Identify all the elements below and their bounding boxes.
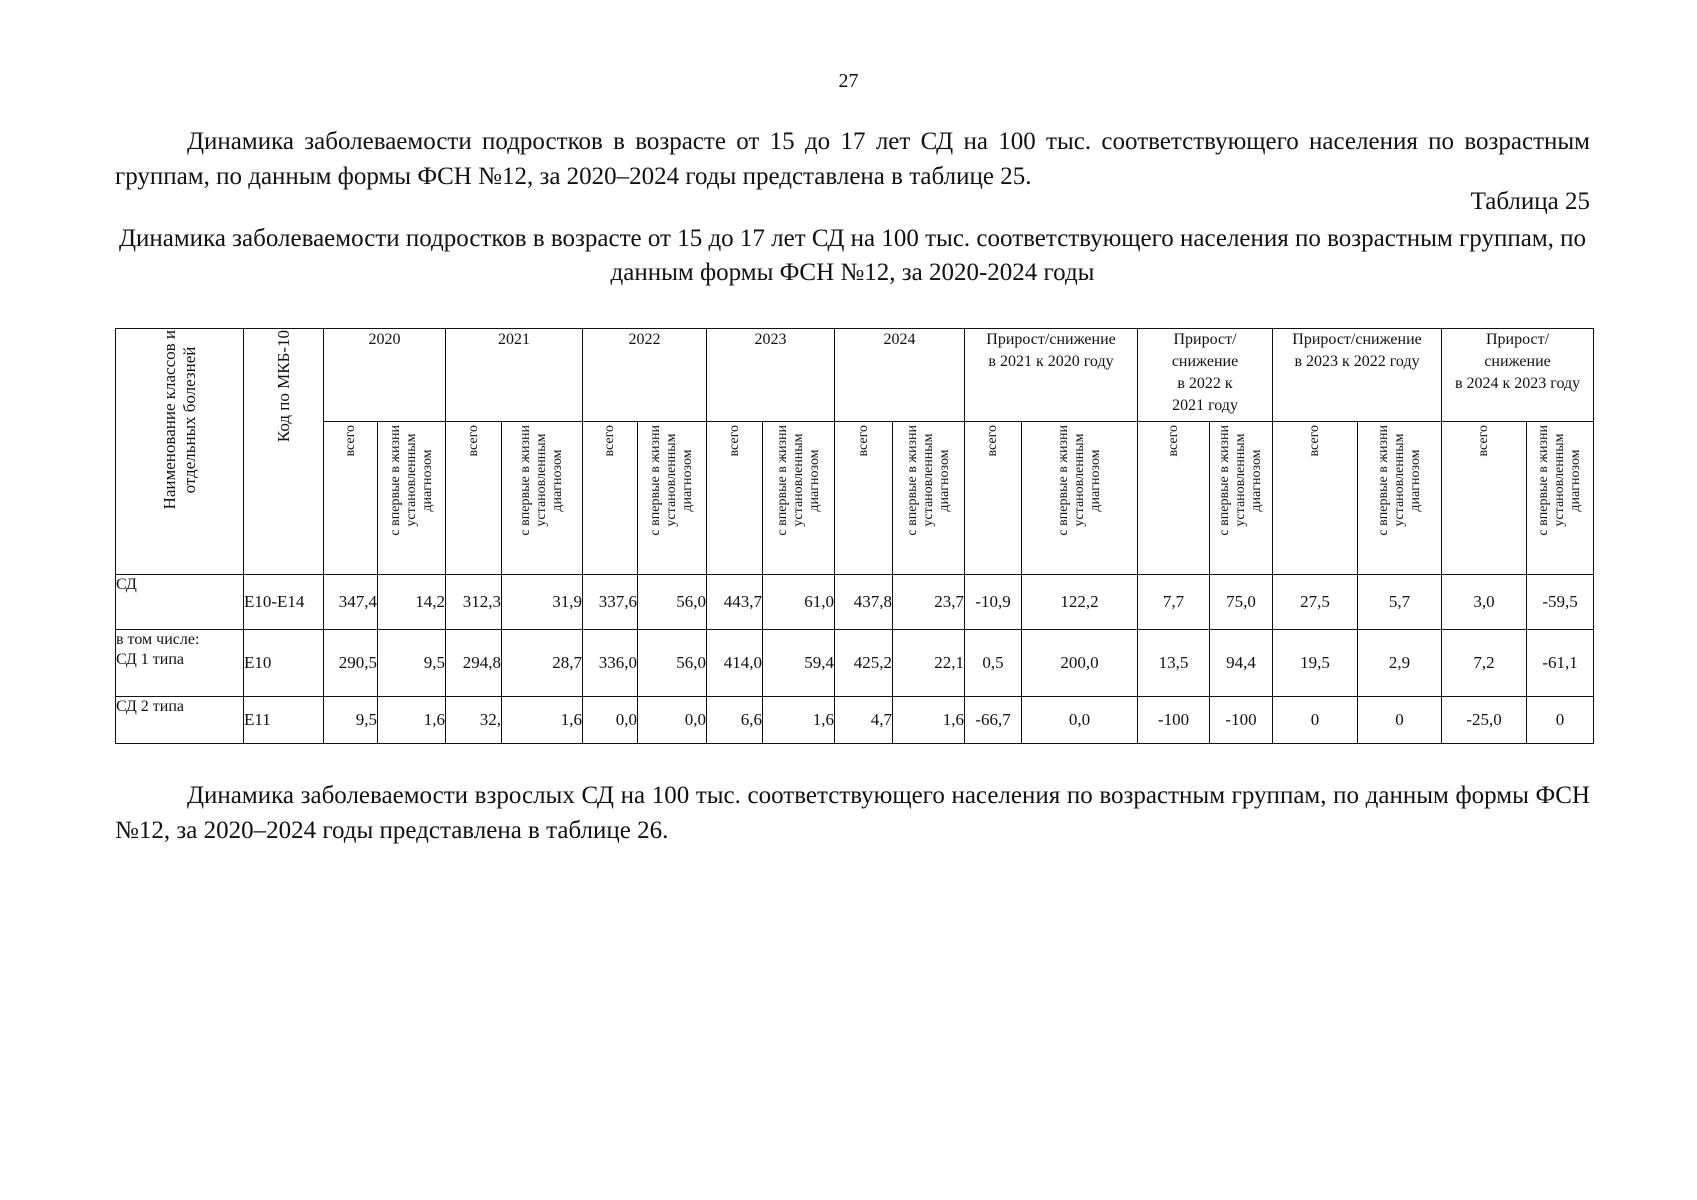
header-icd-code (244, 329, 324, 575)
subheader-newly-diagnosed (378, 422, 446, 575)
page-number: 27 (838, 70, 859, 92)
subheader-total (707, 422, 763, 575)
table-row (116, 697, 1594, 744)
header-change-2024-2023: Прирост/ снижение в 2024 к 2023 году (1442, 329, 1594, 422)
table-cell: 14,2 (378, 575, 446, 630)
table-cell: 2,9 (1358, 630, 1442, 697)
header-year-2021: 2021 (446, 329, 583, 422)
table-cell: -66,7 (965, 697, 1022, 744)
subheader-total-text: всего (726, 425, 742, 457)
table-cell: 9,5 (324, 697, 378, 744)
table-cell: 425,2 (835, 630, 893, 697)
table-cell: 0,0 (583, 697, 638, 744)
subheader-newly-diagnosed-text: с впервые в жизни установленным диагнозом (1536, 425, 1584, 536)
table-cell: 0 (1358, 697, 1442, 744)
table-cell: 0,5 (965, 630, 1022, 697)
table-cell: -61,1 (1527, 630, 1594, 697)
subheader-total (1138, 422, 1210, 575)
table-cell: 19,5 (1273, 630, 1358, 697)
intro-paragraph: Динамика заболеваемости подростков в возрасте от 15 до 17 лет СД на 100 тыс. соответствующего населения по возрастным группам, по данным формы ФСН №12, за 2020–2024 годы представлена в таблице 25. (115, 128, 1590, 190)
table-cell: 56,0 (638, 575, 707, 630)
sub-header-row (116, 422, 1594, 575)
subheader-total (965, 422, 1022, 575)
subheader-newly-diagnosed-text: с впервые в жизни установленным диагнозом (1055, 425, 1103, 536)
subheader-newly-diagnosed-text: с впервые в жизни установленным диагнозом (904, 425, 952, 536)
subheader-total (835, 422, 893, 575)
subheader-total (324, 422, 378, 575)
table-cell: 75,0 (1210, 575, 1273, 630)
row-icd-code: E10-E14 (244, 575, 324, 630)
subheader-total-text: всего (1307, 425, 1323, 457)
table-cell: -59,5 (1527, 575, 1594, 630)
table-label: Таблица 25 (1470, 188, 1590, 215)
table-cell: 59,4 (763, 630, 835, 697)
table-cell: 13,5 (1138, 630, 1210, 697)
subheader-total-text: всего (1165, 425, 1181, 457)
table-cell: 9,5 (378, 630, 446, 697)
table-cell: 28,7 (502, 630, 583, 697)
table-cell: 5,7 (1358, 575, 1442, 630)
table-row (116, 630, 1594, 697)
subheader-total (446, 422, 502, 575)
row-icd-code: E10 (244, 630, 324, 697)
subheader-newly-diagnosed (763, 422, 835, 575)
header-change-2022-2021: Прирост/ снижение в 2022 к 2021 году (1138, 329, 1273, 422)
table-cell: 32, (446, 697, 502, 744)
subheader-total-text: всего (465, 425, 481, 457)
table-cell: 94,4 (1210, 630, 1273, 697)
table-cell: 61,0 (763, 575, 835, 630)
subheader-newly-diagnosed-text: с впервые в жизни установленным диагнозом (1217, 425, 1265, 536)
subheader-newly-diagnosed (1358, 422, 1442, 575)
table-cell: 0 (1527, 697, 1594, 744)
row-disease-name: в том числе: СД 1 типа (116, 630, 244, 697)
table-cell: 337,6 (583, 575, 638, 630)
outro-paragraph: Динамика заболеваемости взрослых СД на 100 тыс. соответствующего населения по возрастным группам, по данным формы ФСН №12, за 2020–2024 годы представлена в таблице 26. (115, 782, 1590, 844)
header-year-2023: 2023 (707, 329, 835, 422)
table-cell: 414,0 (707, 630, 763, 697)
table-cell: -10,9 (965, 575, 1022, 630)
subheader-total-text: всего (1476, 425, 1492, 457)
table-cell: 7,2 (1442, 630, 1527, 697)
table-cell: 0,0 (1022, 697, 1138, 744)
subheader-total-text: всего (855, 425, 871, 457)
subheader-total-text: всего (342, 425, 358, 457)
table-cell: 23,7 (893, 575, 965, 630)
header-disease-name-text: Наименование классов и отдельных болезней (159, 330, 199, 510)
table-cell: 200,0 (1022, 630, 1138, 697)
table-cell: -100 (1138, 697, 1210, 744)
subheader-newly-diagnosed (502, 422, 583, 575)
header-change-2021-2020: Прирост/снижение в 2021 к 2020 году (965, 329, 1138, 422)
row-disease-name: СД (116, 575, 244, 630)
row-icd-code: E11 (244, 697, 324, 744)
table-title: Динамика заболеваемости подростков в возрасте от 15 до 17 лет СД на 100 тыс. соответствующего населения по возрастным группам, по данным формы ФСН №12, за 2020-2024 годы (118, 225, 1587, 286)
table-cell: 1,6 (763, 697, 835, 744)
table-cell: 3,0 (1442, 575, 1527, 630)
header-year-2024: 2024 (835, 329, 965, 422)
table-cell: 4,7 (835, 697, 893, 744)
table-cell: 31,9 (502, 575, 583, 630)
subheader-newly-diagnosed-text: с впервые в жизни установленным диагнозом (387, 425, 435, 536)
table-cell: 27,5 (1273, 575, 1358, 630)
table-cell: 443,7 (707, 575, 763, 630)
table-cell: 122,2 (1022, 575, 1138, 630)
subheader-newly-diagnosed-text: с впервые в жизни установленным диагнозом (518, 425, 565, 536)
row-disease-name: СД 2 типа (116, 697, 244, 744)
header-icd-code-text: Код по МКБ-10 (273, 330, 293, 443)
table-cell: 7,7 (1138, 575, 1210, 630)
table-cell: 0 (1273, 697, 1358, 744)
subheader-newly-diagnosed-text: с впервые в жизни установленным диагнозом (648, 425, 695, 536)
table-cell: -100 (1210, 697, 1273, 744)
table-cell: 437,8 (835, 575, 893, 630)
subheader-total (583, 422, 638, 575)
table-cell: 347,4 (324, 575, 378, 630)
table-cell: 1,6 (378, 697, 446, 744)
table-row (116, 575, 1594, 630)
header-year-2022: 2022 (583, 329, 707, 422)
subheader-total (1442, 422, 1527, 575)
table-cell: 6,6 (707, 697, 763, 744)
subheader-newly-diagnosed (638, 422, 707, 575)
header-change-2023-2022: Прирост/снижение в 2023 к 2022 году (1273, 329, 1442, 422)
subheader-total-text: всего (985, 425, 1000, 457)
subheader-total-text: всего (602, 425, 617, 457)
table-cell: 294,8 (446, 630, 502, 697)
subheader-newly-diagnosed (893, 422, 965, 575)
table-cell: -25,0 (1442, 697, 1527, 744)
table-cell: 22,1 (893, 630, 965, 697)
subheader-newly-diagnosed (1527, 422, 1594, 575)
table-cell: 1,6 (893, 697, 965, 744)
table-cell: 336,0 (583, 630, 638, 697)
subheader-newly-diagnosed (1022, 422, 1138, 575)
table-cell: 0,0 (638, 697, 707, 744)
subheader-newly-diagnosed-text: с впервые в жизни установленным диагнозом (1375, 425, 1423, 536)
header-year-2020: 2020 (324, 329, 446, 422)
table-cell: 1,6 (502, 697, 583, 744)
subheader-newly-diagnosed (1210, 422, 1273, 575)
table-cell: 290,5 (324, 630, 378, 697)
header-disease-name (116, 329, 244, 575)
subheader-total (1273, 422, 1358, 575)
incidence-table (115, 328, 1594, 744)
subheader-newly-diagnosed-text: с впервые в жизни установленным диагнозом (774, 425, 822, 536)
table-cell: 56,0 (638, 630, 707, 697)
table-body (116, 575, 1594, 744)
table-cell: 312,3 (446, 575, 502, 630)
